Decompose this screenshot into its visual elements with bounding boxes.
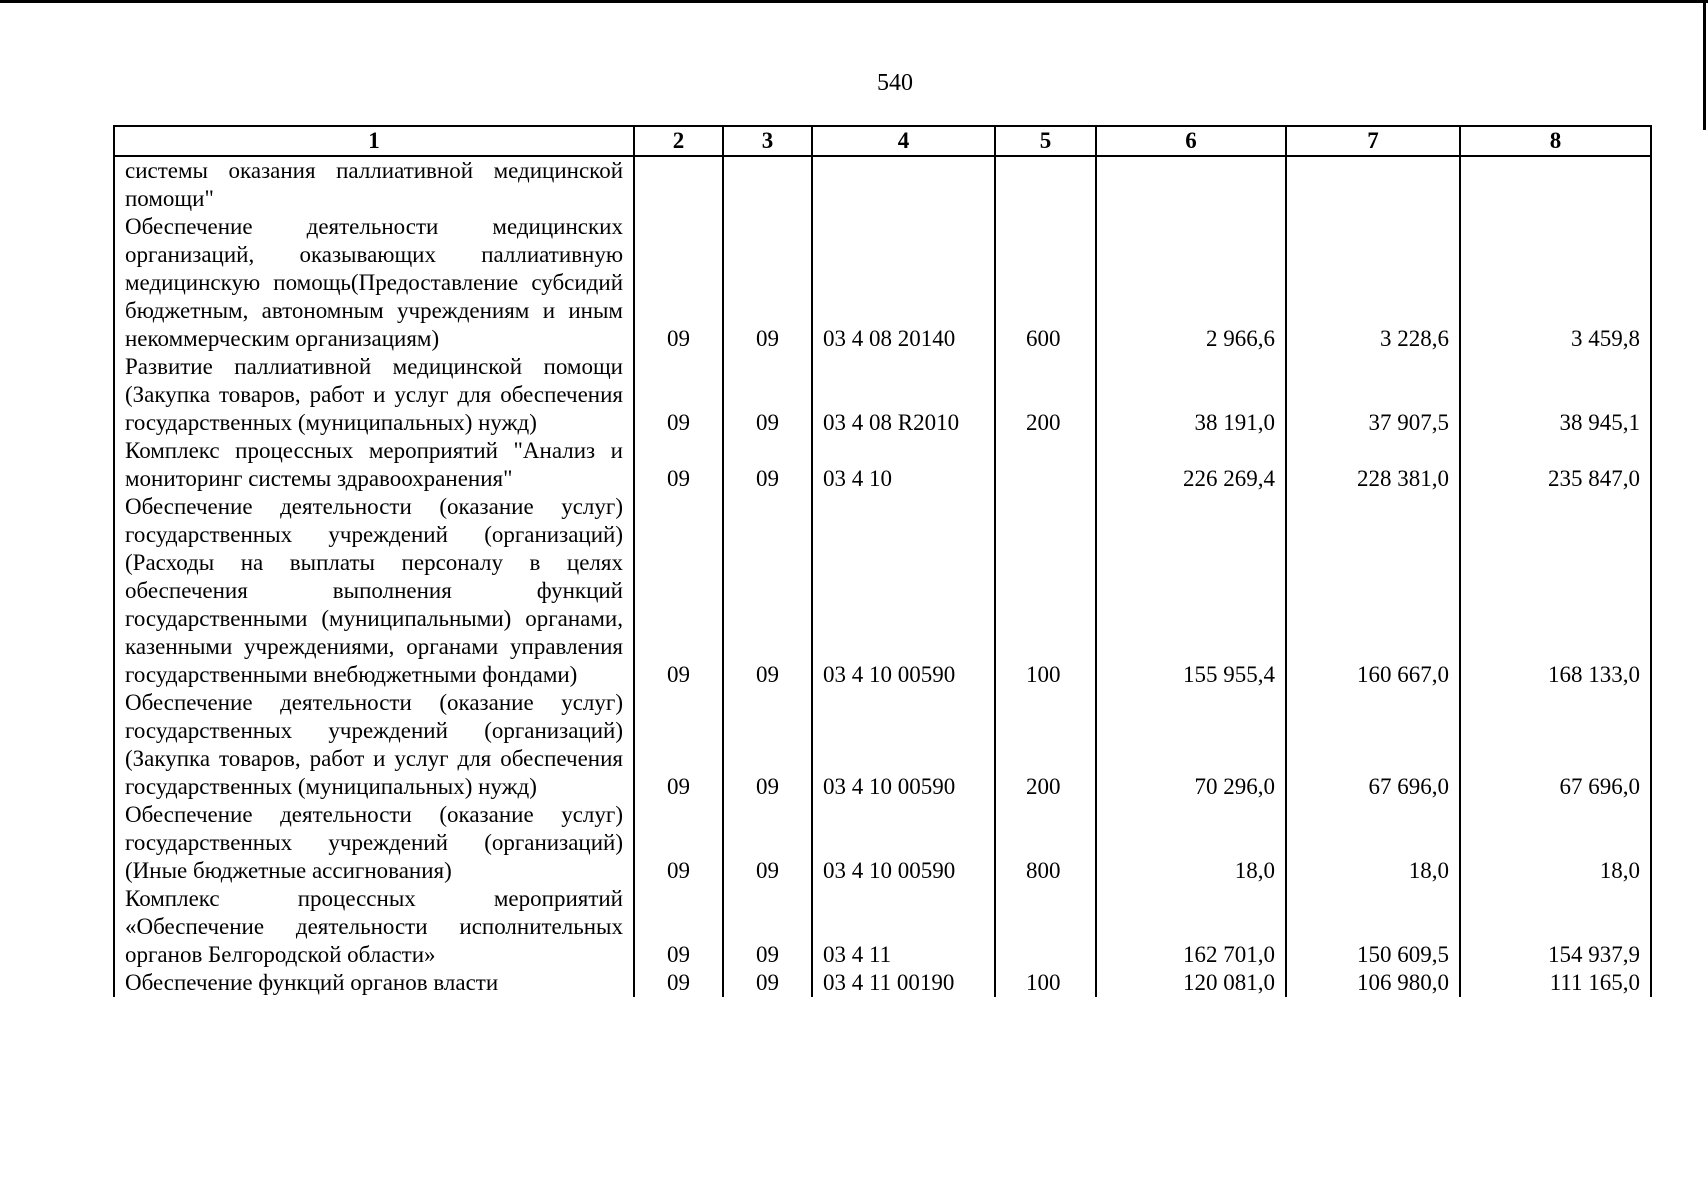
row-amount-col8: 154 937,9 xyxy=(1460,885,1651,969)
row-amount-col7: 106 980,0 xyxy=(1286,969,1460,997)
row-amount-col8: 67 696,0 xyxy=(1460,689,1651,801)
header-col-1: 1 xyxy=(114,126,634,156)
page-number: 540 xyxy=(877,70,913,96)
right-scan-edge xyxy=(1703,0,1706,130)
row-target-code: 03 4 10 00590 xyxy=(812,801,995,885)
row-amount-col8: 3 459,8 xyxy=(1460,213,1651,353)
row-amount-col7: 18,0 xyxy=(1286,801,1460,885)
table-row xyxy=(114,885,1651,969)
table-row xyxy=(114,353,1651,437)
table-body xyxy=(114,156,1651,997)
row-expense-type: 100 xyxy=(995,493,1096,689)
row-amount-col7: 67 696,0 xyxy=(1286,689,1460,801)
table-row xyxy=(114,493,1651,689)
row-amount-col8: 111 165,0 xyxy=(1460,969,1651,997)
row-description: Развитие паллиативной медицинской помощи (Закупка товаров, работ и услуг для обеспечения государственных (муниципальных) нужд) xyxy=(114,353,634,437)
header-col-6: 6 xyxy=(1096,126,1286,156)
table-row xyxy=(114,689,1651,801)
row-section-code: 09 xyxy=(634,885,723,969)
row-amount-col6: 38 191,0 xyxy=(1096,353,1286,437)
row-amount-col6: 155 955,4 xyxy=(1096,493,1286,689)
row-amount-col6: 2 966,6 xyxy=(1096,213,1286,353)
row-amount-col8: 235 847,0 xyxy=(1460,437,1651,493)
row-amount-col6 xyxy=(1096,156,1286,213)
row-amount-col7: 160 667,0 xyxy=(1286,493,1460,689)
budget-table xyxy=(113,125,1652,997)
row-amount-col7 xyxy=(1286,156,1460,213)
row-subsection-code: 09 xyxy=(723,969,812,997)
header-col-8: 8 xyxy=(1460,126,1651,156)
row-amount-col8: 168 133,0 xyxy=(1460,493,1651,689)
row-section-code: 09 xyxy=(634,213,723,353)
row-description: Обеспечение деятельности медицинских организаций, оказывающих паллиативную медицинскую помощь(Предоставление субсидий бюджетным, автономным учреждениям и иным некоммерческим организациям) xyxy=(114,213,634,353)
row-amount-col7: 37 907,5 xyxy=(1286,353,1460,437)
header-col-3: 3 xyxy=(723,126,812,156)
row-target-code: 03 4 11 00190 xyxy=(812,969,995,997)
row-amount-col7: 228 381,0 xyxy=(1286,437,1460,493)
row-expense-type xyxy=(995,885,1096,969)
row-description: Обеспечение функций органов власти xyxy=(114,969,634,997)
row-target-code: 03 4 10 xyxy=(812,437,995,493)
table-header xyxy=(114,126,1651,156)
header-col-7: 7 xyxy=(1286,126,1460,156)
row-amount-col6: 162 701,0 xyxy=(1096,885,1286,969)
row-subsection-code: 09 xyxy=(723,437,812,493)
row-target-code: 03 4 10 00590 xyxy=(812,493,995,689)
table-row xyxy=(114,801,1651,885)
row-amount-col6: 120 081,0 xyxy=(1096,969,1286,997)
row-section-code: 09 xyxy=(634,353,723,437)
row-description: Обеспечение деятельности (оказание услуг) государственных учреждений (организаций) (Закупка товаров, работ и услуг для обеспечения государственных (муниципальных) нужд) xyxy=(114,689,634,801)
row-description: Комплекс процессных мероприятий "Анализ и мониторинг системы здравоохранения" xyxy=(114,437,634,493)
header-row xyxy=(114,126,1651,156)
row-subsection-code: 09 xyxy=(723,801,812,885)
top-scan-edge xyxy=(0,0,1708,3)
row-expense-type: 200 xyxy=(995,689,1096,801)
row-section-code: 09 xyxy=(634,969,723,997)
row-section-code: 09 xyxy=(634,437,723,493)
row-amount-col7: 150 609,5 xyxy=(1286,885,1460,969)
row-expense-type: 800 xyxy=(995,801,1096,885)
table-row xyxy=(114,213,1651,353)
table-row xyxy=(114,437,1651,493)
header-col-2: 2 xyxy=(634,126,723,156)
row-subsection-code: 09 xyxy=(723,885,812,969)
table-row xyxy=(114,969,1651,997)
row-amount-col7: 3 228,6 xyxy=(1286,213,1460,353)
row-subsection-code: 09 xyxy=(723,353,812,437)
row-target-code: 03 4 08 R2010 xyxy=(812,353,995,437)
row-expense-type xyxy=(995,156,1096,213)
row-section-code: 09 xyxy=(634,493,723,689)
row-description: Обеспечение деятельности (оказание услуг) государственных учреждений (организаций) (Иные бюджетные ассигнования) xyxy=(114,801,634,885)
table-row xyxy=(114,156,1651,213)
row-subsection-code xyxy=(723,156,812,213)
row-amount-col8: 38 945,1 xyxy=(1460,353,1651,437)
row-subsection-code: 09 xyxy=(723,689,812,801)
row-section-code: 09 xyxy=(634,689,723,801)
row-description: системы оказания паллиативной медицинской помощи" xyxy=(114,156,634,213)
row-section-code: 09 xyxy=(634,801,723,885)
row-subsection-code: 09 xyxy=(723,213,812,353)
row-expense-type: 600 xyxy=(995,213,1096,353)
row-target-code xyxy=(812,156,995,213)
row-expense-type xyxy=(995,437,1096,493)
row-amount-col8: 18,0 xyxy=(1460,801,1651,885)
row-amount-col6: 70 296,0 xyxy=(1096,689,1286,801)
header-col-4: 4 xyxy=(812,126,995,156)
header-col-5: 5 xyxy=(995,126,1096,156)
row-amount-col6: 226 269,4 xyxy=(1096,437,1286,493)
row-expense-type: 100 xyxy=(995,969,1096,997)
row-subsection-code: 09 xyxy=(723,493,812,689)
row-target-code: 03 4 08 20140 xyxy=(812,213,995,353)
row-amount-col6: 18,0 xyxy=(1096,801,1286,885)
row-target-code: 03 4 10 00590 xyxy=(812,689,995,801)
row-amount-col8 xyxy=(1460,156,1651,213)
row-target-code: 03 4 11 xyxy=(812,885,995,969)
row-description: Комплекс процессных мероприятий «Обеспечение деятельности исполнительных органов Белгородской области» xyxy=(114,885,634,969)
row-description: Обеспечение деятельности (оказание услуг) государственных учреждений (организаций) (Расходы на выплаты персоналу в целях обеспечения выполнения функций государственными (муниципальными) органами, казенными учреждениями, органами управления государственными внебюджетными фондами) xyxy=(114,493,634,689)
row-section-code xyxy=(634,156,723,213)
row-expense-type: 200 xyxy=(995,353,1096,437)
